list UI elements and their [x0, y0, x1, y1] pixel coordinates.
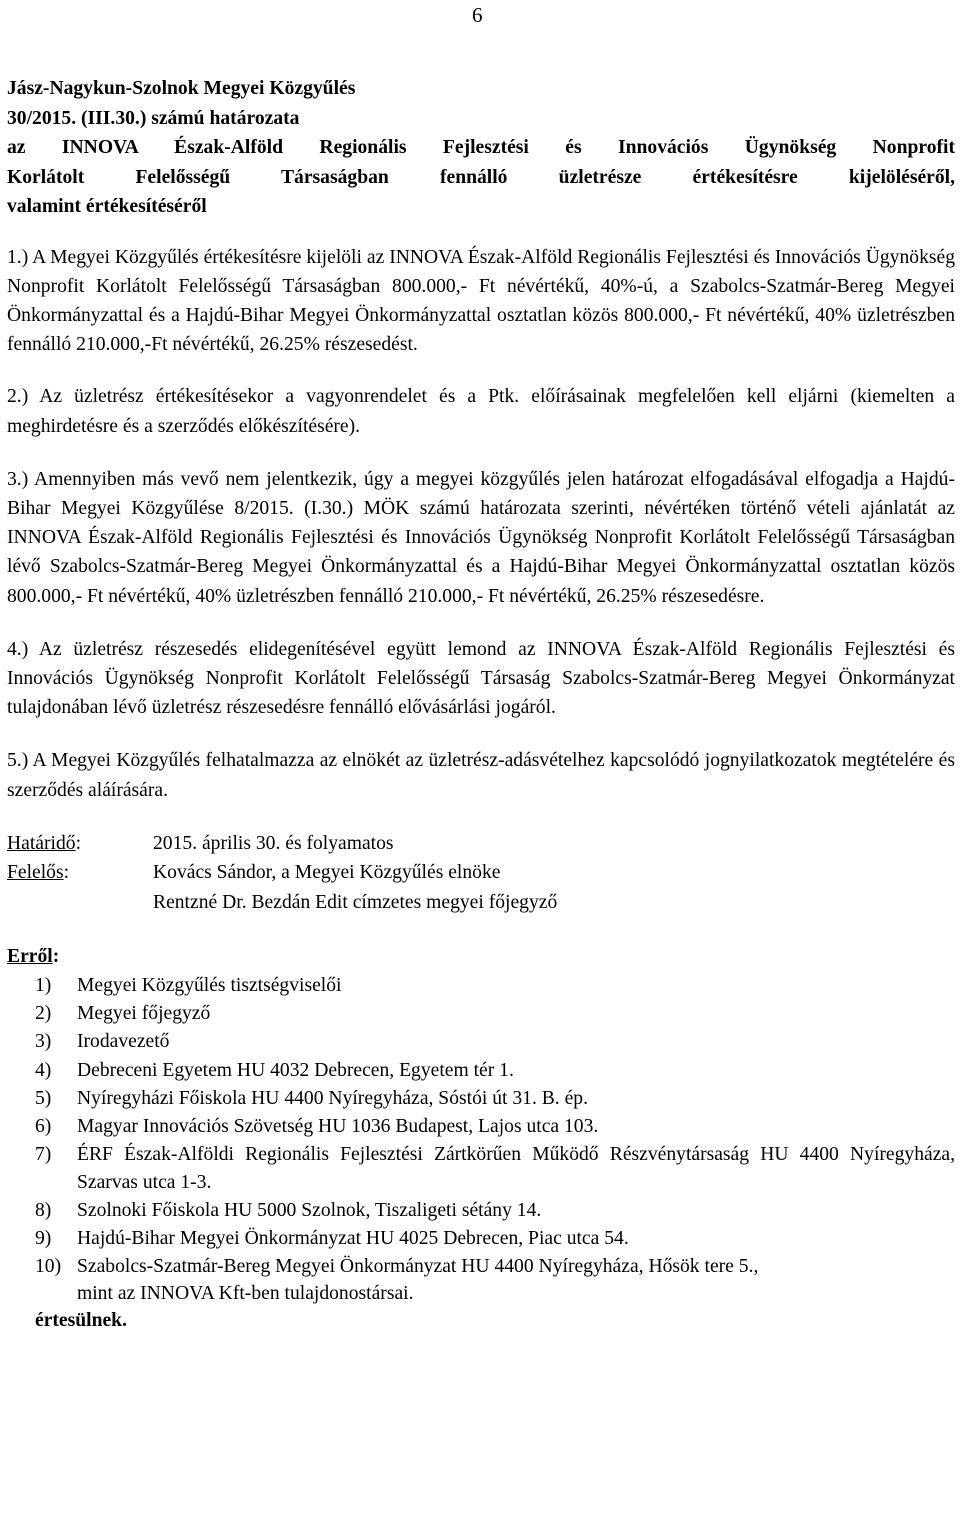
recipient-list	[7, 972, 955, 1281]
list-item: 9) Hajdú-Bihar Megyei Önkormányzat HU 4025 Debrecen, Piac utca 54.	[35, 1228, 629, 1250]
list-item: 2) Megyei főjegyző	[35, 1003, 211, 1025]
deadline-row	[7, 829, 955, 859]
paragraph-5: 5.) A Megyei Közgyűlés felhatalmazza az elnökét az üzletrész-adásvételhez kapcsolódó jognyilatkozatok megtételére és szerződés aláírására.	[7, 750, 955, 801]
heading-issuer: Jász-Nagykun-Szolnok Megyei Közgyűlés	[7, 78, 356, 99]
list-item: 1) Megyei Közgyűlés tisztségviselői	[35, 975, 342, 997]
recipients-title: Erről:	[7, 946, 60, 968]
page-number: 6	[472, 3, 483, 27]
paragraph-1: 1.) A Megyei Közgyűlés értékesítésre kijelöli az INNOVA Észak-Alföld Regionális Fejlesztési és Innovációs Ügynökség Nonprofit Korlátolt Felelősségű Társaságban 800.000,- Ft névértékű, 40%-ú, a Szabolcs-Szatmár-Bereg Megyei Önkormányzattal és a Hajdú-Bihar Megyei Önkormányzattal osztatlan közös 800.000,- Ft névértékű, 40% üzletrészben fennálló 210.000,-Ft névértékű, 26.25% részesedést.	[7, 246, 955, 356]
list-item: 10) Szabolcs-Szatmár-Bereg Megyei Önkormányzat HU 4400 Nyíregyháza, Hősök tere 5.,	[35, 1256, 759, 1278]
list-item: 4) Debreceni Egyetem HU 4032 Debrecen, Egyetem tér 1.	[35, 1059, 514, 1081]
notify-text: értesülnek.	[35, 1310, 127, 1332]
heading-number: 30/2015. (III.30.) számú határozata	[7, 107, 300, 129]
list-item: 5) Nyíregyházi Főiskola HU 4400 Nyíregyháza, Sóstói út 31. B. ép.	[35, 1087, 588, 1109]
responsible-label: Felelős:	[7, 862, 70, 884]
paragraph-2: 2.) Az üzletrész értékesítésekor a vagyonrendelet és a Ptk. előírásainak megfelelően kell eljárni (kiemelten a meghirdetésre és a szerződés előkészítésére).	[7, 386, 955, 437]
deadline-value: 2015. április 30. és folyamatos	[153, 832, 394, 854]
paragraph-4: 4.) Az üzletrész részesedés elidegenítésével együtt lemond az INNOVA Észak-Alföld Regionális Fejlesztési és Innovációs Ügynökség Nonprofit Korlátolt Felelősségű Társaság Szabolcs-Szatmár-Bereg Megyei Önkormányzat tulajdonában lévő üzletrész részesedésre fennálló elővásárlási jogáról.	[7, 638, 955, 719]
heading-subject-line-1: az INNOVA Észak-Alföld Regionális Fejlesztési és Innovációs Ügynökség Nonprofit	[7, 137, 955, 158]
responsible-value-1: Kovács Sándor, a Megyei Közgyűlés elnöke	[153, 862, 501, 884]
heading-subject-line-2: Korlátolt Felelősségű Társaságban fennálló üzletrésze értékesítésre kijelöléséről,	[7, 166, 955, 188]
list-item: 3) Irodavezető	[35, 1031, 170, 1053]
responsible-row	[7, 858, 955, 888]
list-item: 6) Magyar Innovációs Szövetség HU 1036 Budapest, Lajos utca 103.	[35, 1115, 599, 1137]
resolution-heading	[7, 74, 955, 222]
deadline-label: Határidő:	[7, 832, 82, 854]
recipients-note: mint az INNOVA Kft-ben tulajdonostársai.	[77, 1283, 414, 1305]
responsible-row-2	[7, 888, 955, 918]
heading-subject-line-3: valamint értékesítéséről	[7, 196, 207, 217]
responsible-value-2: Rentzné Dr. Bezdán Edit címzetes megyei főjegyző	[153, 891, 558, 913]
document-body	[7, 74, 955, 1335]
paragraph-3: 3.) Amennyiben más vevő nem jelentkezik, úgy a megyei közgyűlés jelen határozat elfogadásával elfogadja a Hajdú-Bihar Megyei Közgyűlése 8/2015. (I.30.) MÖK számú határozata szerinti, névértéken történő vételi ajánlatát az INNOVA Észak-Alföld Regionális Fejlesztési és Innovációs Ügynökség Nonprofit Korlátolt Felelősségű Társaságban lévő Szabolcs-Szatmár-Bereg Megyei Önkormányzattal és a Hajdú-Bihar Megyei Önkormányzattal osztatlan közös 800.000,- Ft névértékű, 40% üzletrészben fennálló 210.000,- Ft névértékű, 26.25% részesedésre.	[7, 468, 955, 607]
list-item: 8) Szolnoki Főiskola HU 5000 Szolnok, Tiszaligeti sétány 14.	[35, 1200, 542, 1221]
list-item: 7) ÉRF Észak-Alföldi Regionális Fejlesztési Zártkörűen Működő Részvénytársaság HU 4400 Nyíregyháza, Szarvas utca 1-3.	[35, 1143, 955, 1193]
recipients-section	[7, 941, 955, 1335]
deadline-responsible-block	[7, 829, 955, 918]
